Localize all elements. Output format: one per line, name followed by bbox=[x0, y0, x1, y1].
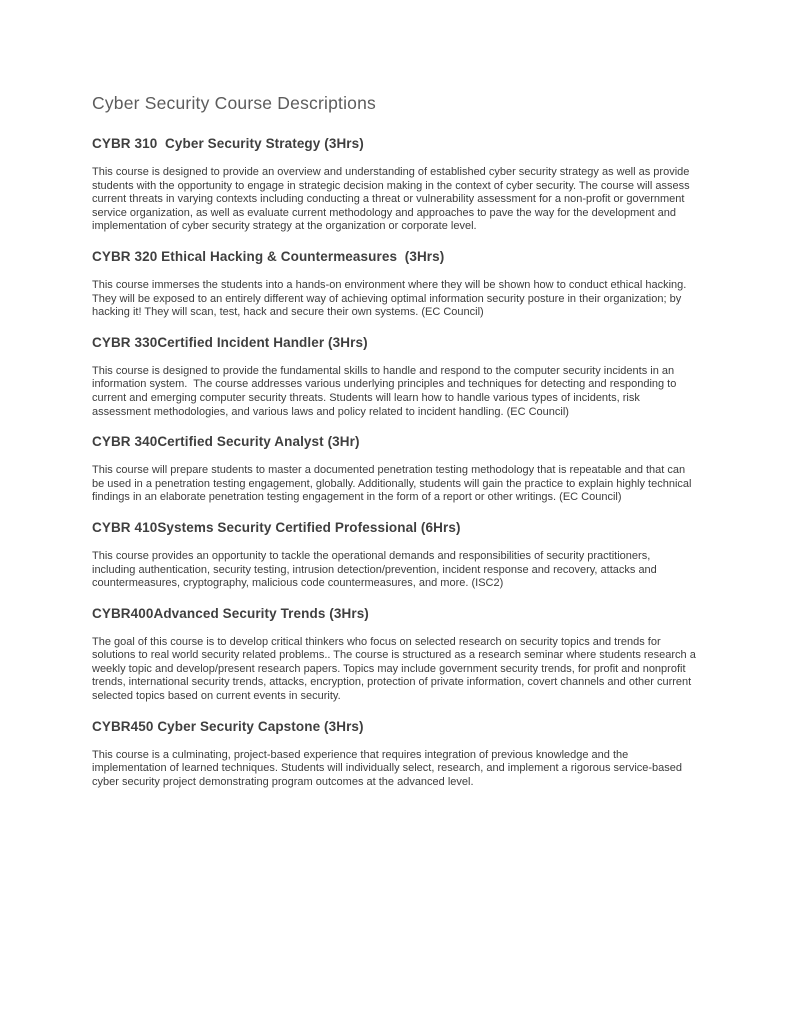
course-section bbox=[92, 434, 696, 505]
course-description: This course immerses the students into a hands-on environment where they will be shown how to conduct ethical hacking. They will be exposed to an entirely different way of achieving optimal information security posture in their organization; by hacking it! They will scan, test, hack and secure their own systems. (EC Council) bbox=[92, 278, 690, 319]
course-section bbox=[92, 335, 696, 419]
course-description: This course provides an opportunity to tackle the operational demands and responsibilities of security practitioners, including authentication, security testing, intrusion detection/prevention, incident response and recovery, attacks and countermeasures, cryptography, malicious code countermeasures, and more. (ISC2) bbox=[92, 549, 660, 590]
course-section bbox=[92, 249, 696, 320]
page-title: Cyber Security Course Descriptions bbox=[92, 93, 376, 113]
course-description: This course will prepare students to master a documented penetration testing methodology that is repeatable and that can be used in a penetration testing engagement, globally. Additionally, students will gain the practice to explain highly technical findings in an elaborate penetration testing engagement in the form of a report or other writings. (EC Council) bbox=[92, 464, 695, 504]
course-heading: CYBR 330Certified Incident Handler (3Hrs) bbox=[92, 334, 368, 350]
course-heading: CYBR 410Systems Security Certified Professional (6Hrs) bbox=[92, 519, 461, 535]
course-sections bbox=[92, 136, 699, 789]
course-section bbox=[92, 719, 696, 790]
course-section bbox=[92, 136, 696, 234]
course-section bbox=[92, 520, 696, 591]
course-heading: CYBR450 Cyber Security Capstone (3Hrs) bbox=[92, 718, 364, 734]
course-description: This course is designed to provide an overview and understanding of established cyber security strategy as well as provide students with the opportunity to engage in strategic decision making in the context of cyber security. The course will assess current threats in varying contexts including conducting a threat or vulnerability assessment for a non-profit or government service organization, as well as evaluate current methodology and approaches to pave the way for the development and implementation of cyber security strategy at the organization or corporate level. bbox=[92, 166, 693, 233]
course-heading: CYBR 310 Cyber Security Strategy (3Hrs) bbox=[92, 136, 364, 151]
course-description: This course is a culminating, project-based experience that requires integration of previous knowledge and the implementation of learned techniques. Students will individually select, research, and implement a rigorous service-based cyber security project demonstrating program outcomes at the advanced level. bbox=[92, 748, 686, 788]
course-heading: CYBR 340Certified Security Analyst (3Hr) bbox=[92, 434, 360, 450]
course-description: The goal of this course is to develop critical thinkers who focus on selected research on security topics and trends for solutions to real world security related problems.. The course is structured as a research seminar where students research a weekly topic and develop/present research papers. Topics may include government security trends, for profit and nonprofit trends, international security trends, attacks, encryption, protection of private information, covert channels and other current selected topics based on current events in security. bbox=[92, 635, 699, 703]
course-heading: CYBR 320 Ethical Hacking & Countermeasures (3Hrs) bbox=[92, 248, 445, 264]
course-heading: CYBR400Advanced Security Trends (3Hrs) bbox=[92, 605, 369, 621]
course-section bbox=[92, 605, 699, 704]
course-description: This course is designed to provide the fundamental skills to handle and respond to the computer security incidents in an information system. The course addresses various underlying principles and techniques for detecting and responding to current and emerging computer security threats. Students will learn how to handle various types of incidents, risk assessment methodologies, and various laws and policy related to incident handling. (EC Council) bbox=[92, 364, 680, 418]
